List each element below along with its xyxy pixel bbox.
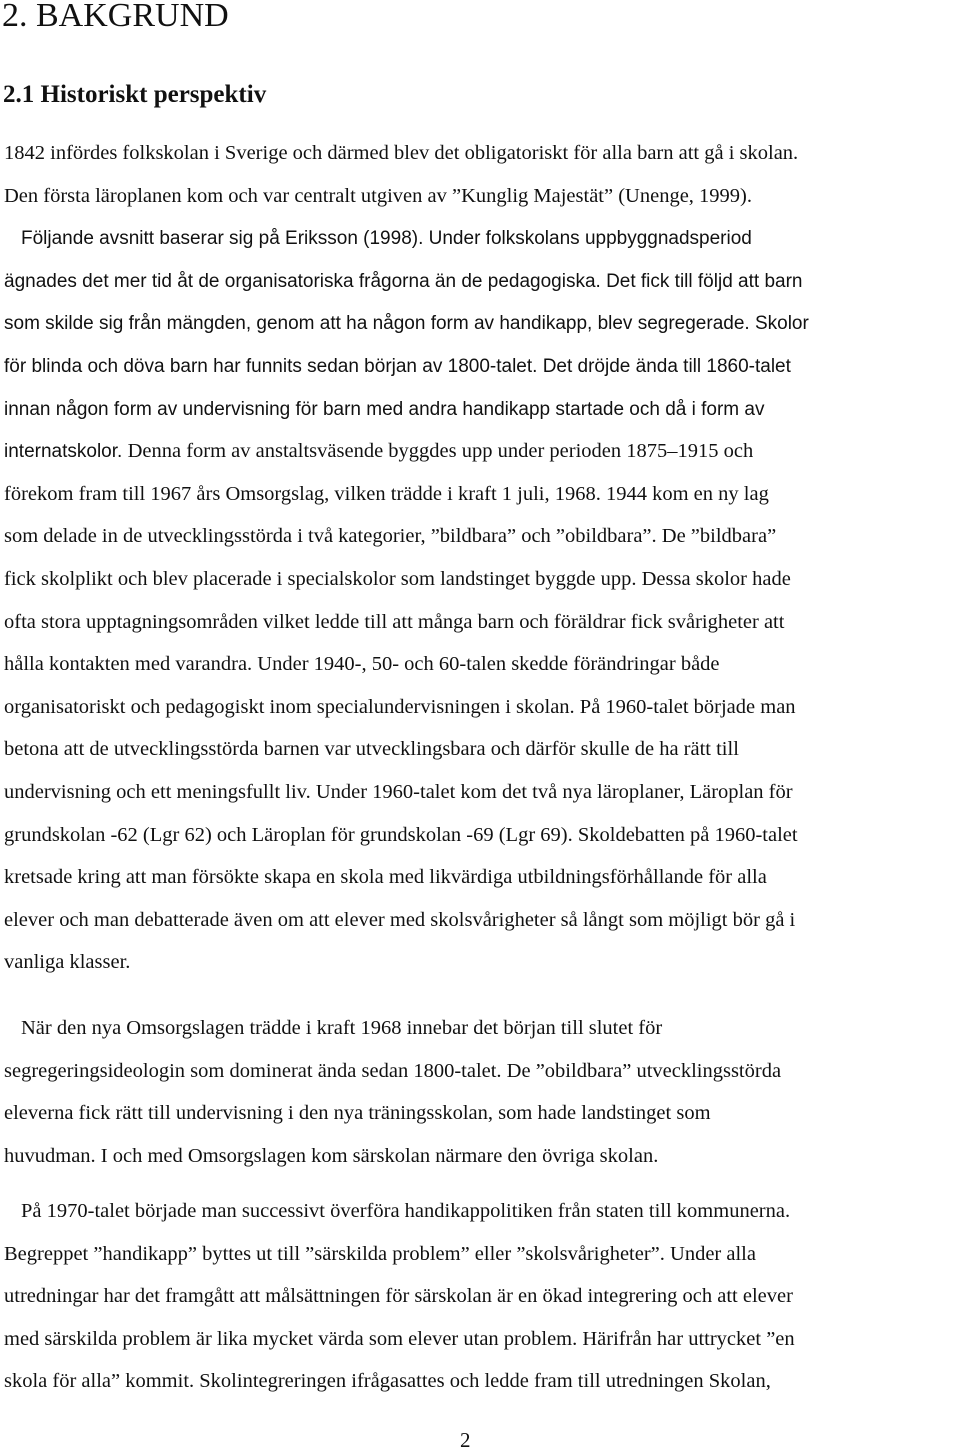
text-run: kretsade kring att man försökte skapa en skola med likvärdiga utbildningsförhållande för alla (4, 866, 767, 889)
text-line (0, 1007, 960, 1050)
page-number: 2 (460, 1428, 471, 1452)
text-line (0, 728, 960, 771)
text-run: ägnades det mer tid åt de organisatoriska frågorna än de pedagogiska. Det fick till följd att barn (4, 270, 803, 292)
text-run: innan någon form av undervisning för barn med andra handikapp startade och då i form av (4, 398, 765, 420)
text-line (0, 260, 960, 303)
text-run: 1842 infördes folkskolan i Sverige och därmed blev det obligatoriskt för alla barn att gå i skolan. (4, 142, 799, 164)
text-run: betona att de utvecklingsstörda barnen var utvecklingsbara och därför skulle de ha rätt till (4, 738, 739, 761)
text-line (0, 1092, 960, 1135)
text-run: förekom fram till 1967 års Omsorgslag, vilken trädde i kraft 1 juli, 1968. 1944 kom en ny lag (4, 482, 769, 505)
text-line (0, 856, 960, 899)
text-line (0, 388, 960, 431)
text-run: segregeringsideologin som dominerat ända sedan 1800-talet. De ”obildbara” utvecklingsstörda (4, 1059, 782, 1082)
paragraph-1970s (0, 1190, 960, 1403)
text-run: När den nya Omsorgslagen trädde i kraft 1968 innebar det början till slutet för (21, 1017, 663, 1039)
text-line (0, 643, 960, 686)
chapter-heading: 2. BAKGRUND (2, 0, 229, 34)
text-line (0, 601, 960, 644)
text-line (0, 430, 960, 473)
text-run: som skilde sig från mängden, genom att ha någon form av handikapp, blev segregerade. Skolor (4, 313, 809, 335)
text-run: ofta stora upptagningsområden vilket ledde till att många barn och föräldrar fick svårigheter att (4, 610, 785, 633)
text-run: med särskilda problem är lika mycket värda som elever utan problem. Härifrån har uttrycket ”en (4, 1327, 795, 1350)
text-line (0, 1050, 960, 1093)
text-line (0, 899, 960, 942)
text-line (0, 132, 960, 175)
text-run: hålla kontakten med varandra. Under 1940-, 50- och 60-talen skedde förändringar både (4, 653, 720, 676)
text-line (0, 175, 960, 218)
text-run: vanliga klasser. (4, 951, 131, 974)
text-run: undervisning och ett meningsfullt liv. Under 1960-talet kom det två nya läroplaner, Läroplan för (4, 780, 793, 803)
text-run: utredningar har det framgått att målsättningen för särskolan är en ökad integrering och att elever (4, 1285, 793, 1308)
section-heading: 2.1 Historiskt perspektiv (3, 81, 267, 108)
text-run: internatskolor. (4, 441, 128, 463)
text-run: elever och man debatterade även om att elever med skolsvårigheter så långt som möjligt bör gå i (4, 908, 796, 931)
text-line (0, 302, 960, 345)
text-run: för blinda och döva barn har funnits sedan början av 1800-talet. Det dröjde ända till 1860-talet (4, 355, 791, 377)
text-run: organisatoriskt och pedagogiskt inom specialundervisningen i skolan. På 1960-talet började man (4, 695, 796, 718)
text-line (0, 515, 960, 558)
text-run: skola för alla” kommit. Skolintegreringen ifrågasattes och ledde fram till utredningen Skolan, (4, 1370, 771, 1393)
text-line (0, 558, 960, 601)
text-run: fick skolplikt och blev placerade i specialskolor som landstinget byggde upp. Dessa skolor hade (4, 567, 791, 590)
text-line (0, 473, 960, 516)
text-run: Begreppet ”handikapp” byttes ut till ”särskilda problem” eller ”skolsvårigheter”. Under alla (4, 1242, 756, 1265)
text-run: Denna form av anstaltsväsende byggdes upp under perioden 1875–1915 och (127, 440, 754, 463)
text-line (0, 771, 960, 814)
text-line (0, 1135, 960, 1178)
text-line (0, 941, 960, 984)
text-run: huvudman. I och med Omsorgslagen kom särskolan närmare den övriga skolan. (4, 1144, 659, 1167)
text-line (0, 1318, 960, 1361)
text-line (0, 1275, 960, 1318)
text-run: Den första läroplanen kom och var centralt utgiven av ”Kunglig Majestät” (Unenge, 1999). (4, 184, 752, 207)
paragraph-history (0, 132, 960, 984)
text-line (0, 1190, 960, 1233)
text-line (0, 345, 960, 388)
text-run: som delade in de utvecklingsstörda i två kategorier, ”bildbara” och ”obildbara”. De ”bildbara” (4, 525, 777, 548)
text-line (0, 217, 960, 260)
text-run: eleverna fick rätt till undervisning i den nya träningsskolan, som hade landstinget som (4, 1102, 711, 1125)
text-line (0, 1233, 960, 1276)
text-run: grundskolan -62 (Lgr 62) och Läroplan för grundskolan -69 (Lgr 69). Skoldebatten på 1960-talet (4, 823, 798, 846)
text-run: På 1970-talet började man successivt överföra handikappolitiken från staten till kommunerna. (21, 1200, 791, 1222)
text-line (0, 1360, 960, 1403)
text-run: Följande avsnitt baserar sig på Eriksson (1998). Under folkskolans uppbyggnadsperiod (21, 228, 752, 250)
text-line (0, 686, 960, 729)
paragraph-omsorgslagen (0, 1007, 960, 1177)
text-line (0, 814, 960, 857)
